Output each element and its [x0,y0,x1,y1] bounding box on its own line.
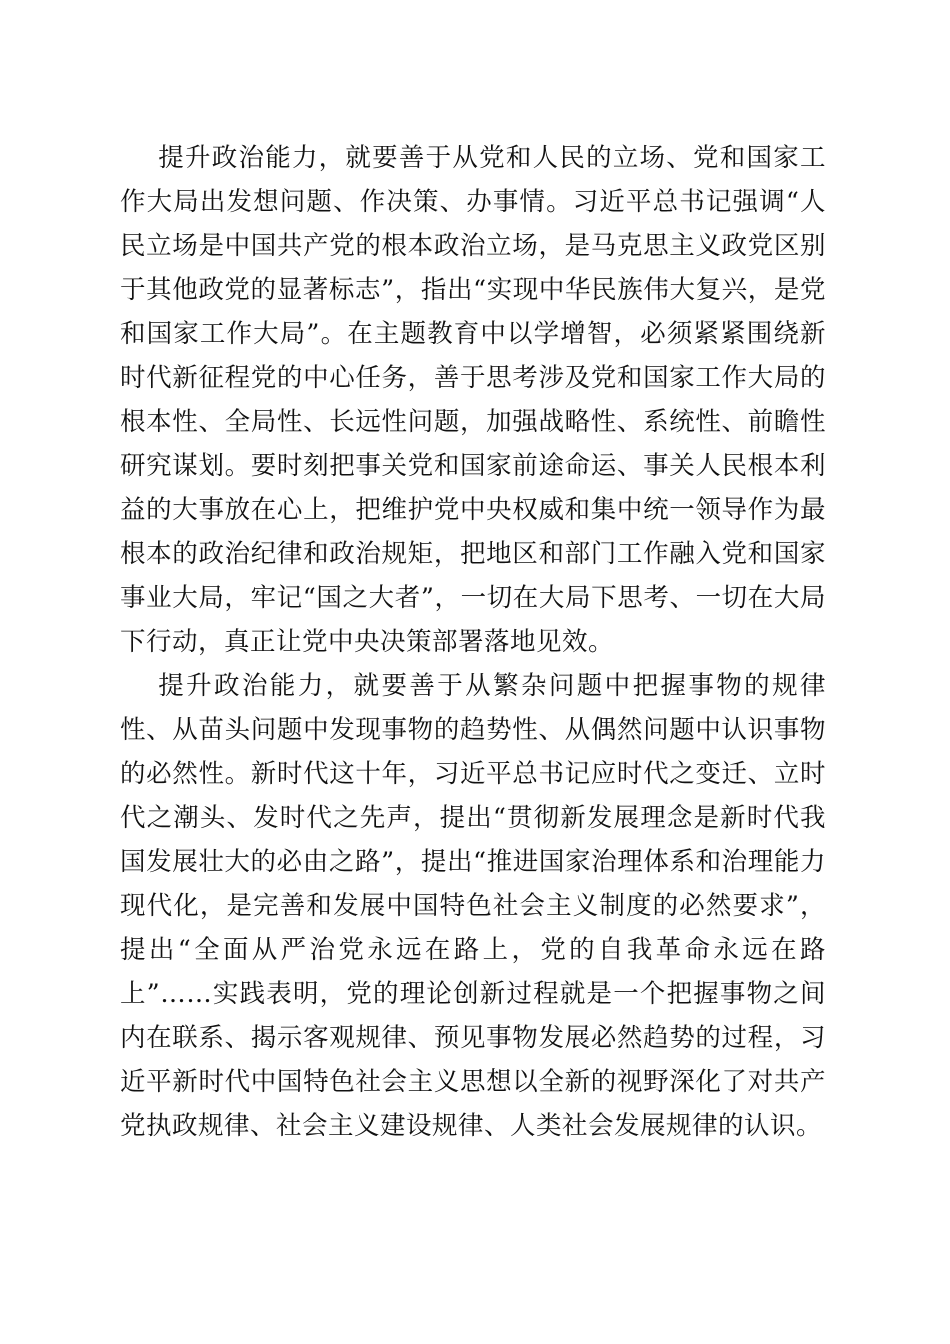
document-body [120,136,826,1148]
paragraph-2: 提升政治能力，就要善于从繁杂问题中把握事物的规律性、从苗头问题中发现事物的趋势性、从偶然问题中认识事物的必然性。新时代这十年，习近平总书记应时代之变迁、立时代之潮头、发时代之先声，提出“贯彻新发展理念是新时代我国发展壮大的必由之路”，提出“推进国家治理体系和治理能力现代化，是完善和发展中国特色社会主义制度的必然要求”，提出“全面从严治党永远在路上，党的自我革命永远在路上”……实践表明，党的理论创新过程就是一个把握事物之间内在联系、揭示客观规律、预见事物发展必然趋势的过程，习近平新时代中国特色社会主义思想以全新的视野深化了对共产党执政规律、社会主义建设规律、人类社会发展规律的认识。 [120,671,826,1141]
paragraph-1: 提升政治能力，就要善于从党和人民的立场、党和国家工作大局出发想问题、作决策、办事情。习近平总书记强调“人民立场是中国共产党的根本政治立场，是马克思主义政党区别于其他政党的显著标志”，指出“实现中华民族伟大复兴，是党和国家工作大局”。在主题教育中以学增智，必须紧紧围绕新时代新征程党的中心任务，善于思考涉及党和国家工作大局的根本性、全局性、长远性问题，加强战略性、系统性、前瞻性研究谋划。要时刻把事关党和国家前途命运、事关人民根本利益的大事放在心上，把维护党中央权威和集中统一领导作为最根本的政治纪律和政治规矩，把地区和部门工作融入党和国家事业大局，牢记“国之大者”，一切在大局下思考、一切在大局下行动，真正让党中央决策部署落地见效。 [120,143,826,657]
